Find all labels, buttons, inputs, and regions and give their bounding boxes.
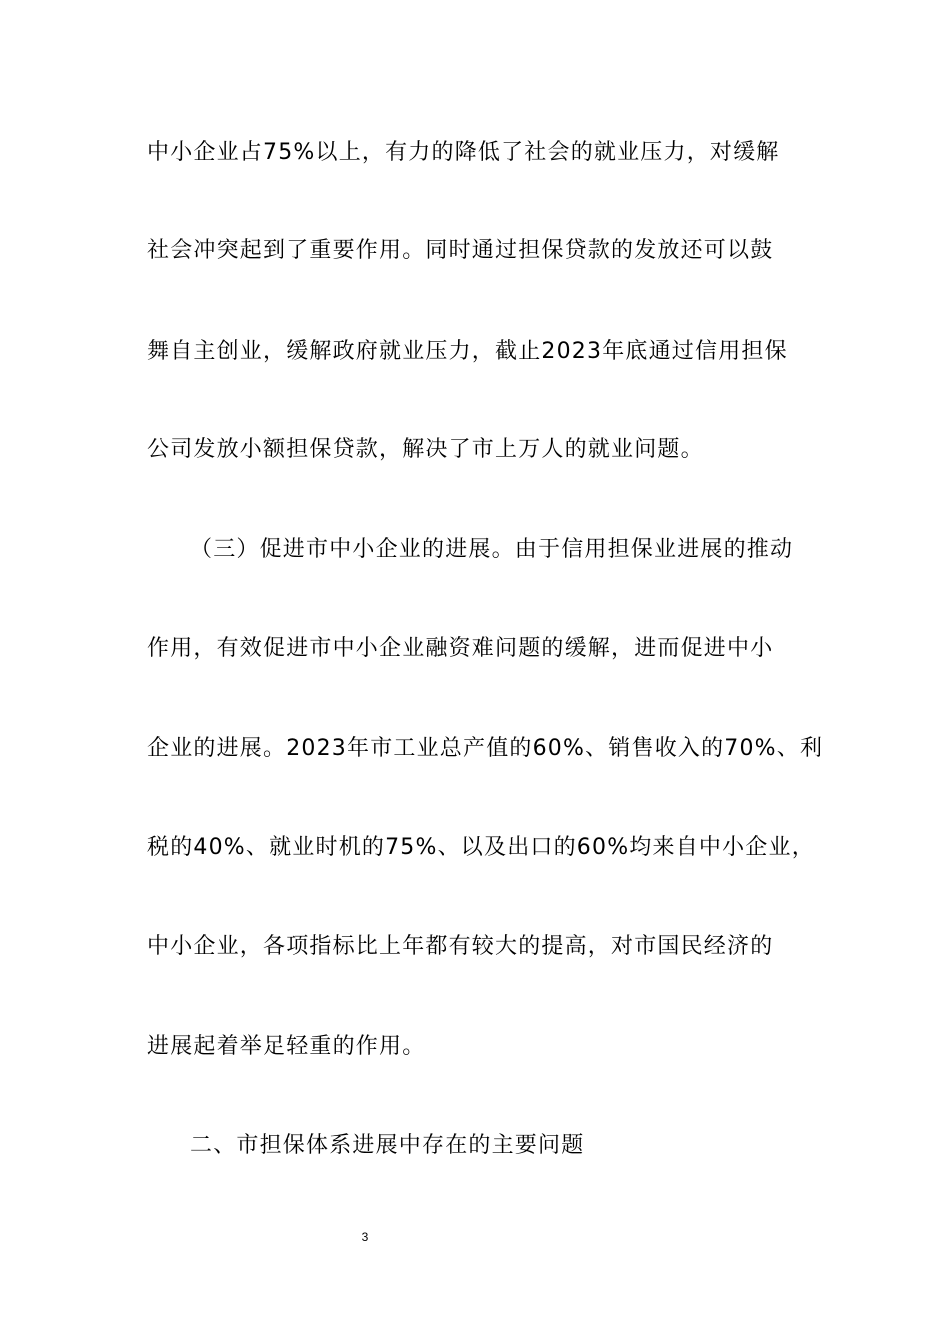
paragraph-2-line-3: 企业的进展。2023年市工业总产值的60%、销售收入的70%、利 [147,736,824,761]
paragraph-1-line-4: 公司发放小额担保贷款，解决了市上万人的就业问题。 [147,437,704,462]
paragraph-2-line-6: 进展起着举足轻重的作用。 [147,1034,426,1059]
paragraph-1-line-2: 社会冲突起到了重要作用。同时通过担保贷款的发放还可以鼓 [147,238,774,263]
paragraph-2-line-5: 中小企业，各项指标比上年都有较大的提高，对市国民经济的 [147,934,774,959]
paragraph-2-line-4: 税的40%、就业时机的75%、以及出口的60%均来自中小企业， [147,835,815,860]
paragraph-2-line-1: （三）促进市中小企业的进展。由于信用担保业进展的推动 [190,537,794,562]
section-heading: 二、市担保体系进展中存在的主要问题 [190,1133,585,1158]
paragraph-2-line-2: 作用，有效促进市中小企业融资难问题的缓解，进而促进中小 [147,636,774,661]
paragraph-1-line-3: 舞自主创业，缓解政府就业压力，截止2023年底通过信用担保 [147,339,788,364]
paragraph-1-line-1: 中小企业占75%以上，有力的降低了社会的就业压力，对缓解 [147,140,780,165]
page-number: 3 [361,1230,369,1244]
